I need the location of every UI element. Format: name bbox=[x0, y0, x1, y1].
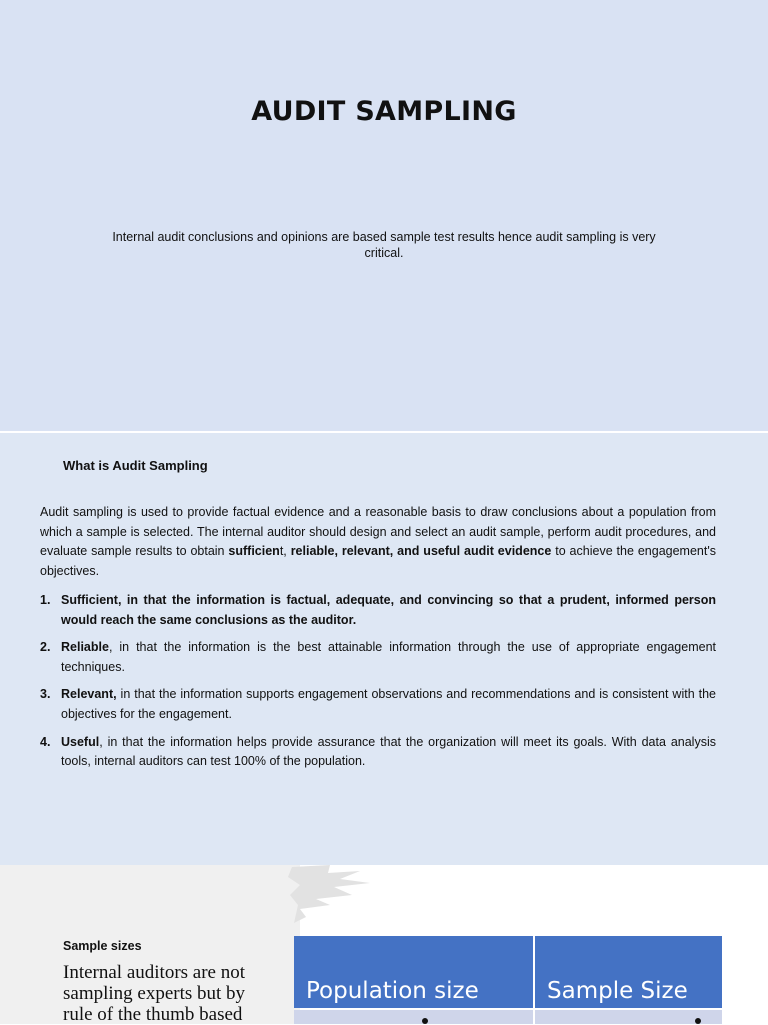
para-text: Audit sampling is used to provide factual evidence and a reasonable basis to draw conclusions about a population from which a sample is selected. The internal auditor should design and select an audit sample, perform audit procedures, and evaluate sample results to obtain bbox=[40, 505, 716, 559]
list-item-bold: Relevant, bbox=[61, 687, 117, 702]
table-header-population: Population size bbox=[294, 936, 533, 1008]
list-number: 2. bbox=[40, 640, 51, 655]
list-item-bold: Sufficient, in that the information is factual, adequate, and convincing so that a prudent, informed person would reach the same conclusions as the auditor. bbox=[61, 593, 716, 627]
cell-glyph-fragment bbox=[695, 1018, 701, 1024]
list-number: 1. bbox=[40, 593, 51, 607]
cell-glyph-fragment bbox=[422, 1018, 428, 1024]
definition-slide bbox=[0, 433, 768, 865]
list-item bbox=[40, 638, 716, 677]
para-text: t, bbox=[279, 544, 291, 559]
list-number: 4. bbox=[40, 734, 51, 749]
list-item bbox=[40, 733, 716, 772]
sample-size-table bbox=[294, 936, 722, 1024]
body-paragraph bbox=[40, 503, 716, 581]
list-item-text: , in that the information helps provide assurance that the organization will meet its goals. With data analysis tools, internal auditors can test 100% of the population. bbox=[61, 734, 716, 769]
list-item-bold: Useful bbox=[61, 734, 100, 749]
brush-stroke-decoration bbox=[270, 865, 390, 925]
para-text: to achieve the engagement's objectives. bbox=[40, 544, 716, 578]
criteria-list bbox=[40, 591, 716, 780]
section-heading: Sample sizes bbox=[63, 939, 142, 953]
list-item-text: , in that the information is the best attainable information through the use of appropriate engagement techniques. bbox=[61, 640, 716, 674]
list-item-text: in that the information supports engagement observations and recommendations and is consistent with the objectives for the engagement. bbox=[61, 687, 716, 721]
list-item-bold: Reliable bbox=[61, 640, 109, 655]
para-bold: reliable, relevant, and useful audit evidence bbox=[290, 544, 552, 559]
list-number: 3. bbox=[40, 687, 51, 702]
table-row-cell bbox=[294, 1010, 533, 1024]
section-heading: What is Audit Sampling bbox=[63, 458, 208, 473]
slide-title: AUDIT SAMPLING bbox=[251, 96, 517, 127]
sample-sizes-slide bbox=[0, 865, 768, 1024]
table-header-sample: Sample Size bbox=[535, 936, 722, 1008]
table-row-cell bbox=[535, 1010, 722, 1024]
intro-text: Internal audit conclusions and opinions are based sample test results hence audit sampling is very critical. bbox=[112, 230, 656, 260]
title-slide bbox=[0, 0, 768, 431]
list-item bbox=[40, 685, 716, 724]
side-paragraph: Internal auditors are not sampling experts but by rule of the thumb based bbox=[63, 962, 246, 1025]
para-bold: sufficien bbox=[228, 544, 280, 559]
list-item bbox=[40, 591, 716, 630]
